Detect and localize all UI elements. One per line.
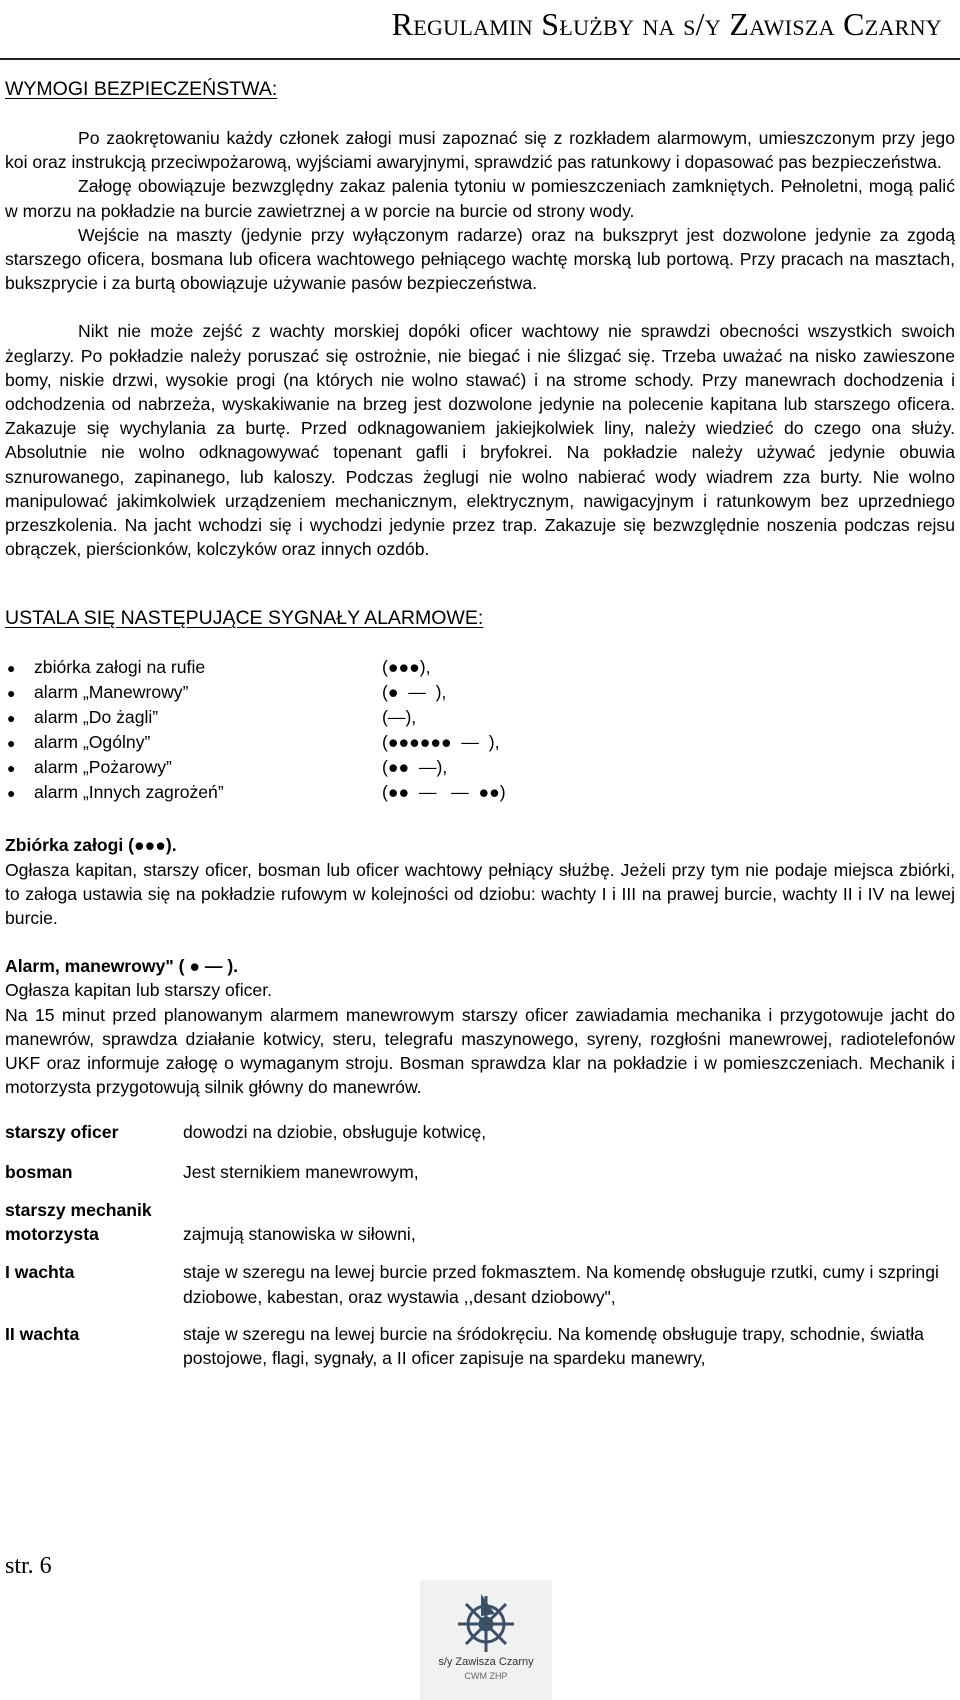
role-name: motorzysta (5, 1224, 99, 1245)
signal-name: zbiórka załogi na rufie (34, 657, 206, 678)
logo-ship-name: s/y Zawisza Czarny (438, 1656, 534, 1668)
section-heading-safety: WYMOGI BEZPIECZEŃSTWA: (5, 78, 278, 100)
signal-code: (●● — — ●●) (382, 782, 506, 803)
list-item (5, 755, 955, 780)
role-row (5, 1120, 955, 1144)
signal-list (5, 655, 955, 805)
list-item (5, 655, 955, 680)
header-rule (0, 58, 960, 60)
paragraph: Wejście na maszty (jedynie przy wyłączonym radarze) oraz na bukszpryt jest dozwolone jedynie za zgodą starszego oficera, bosmana lub oficera wachtowego pełniącego wachtę morską lub portową. Przy pracach na masztach, bukszprycie i za burtą obowiązuje używanie pasów bezpieczeństwa. (5, 224, 955, 294)
bullet-icon: ● (7, 660, 16, 677)
signal-name: alarm „Innych zagrożeń” (34, 782, 224, 803)
section-heading-signals: USTALA SIĘ NASTĘPUJĄCE SYGNAŁY ALARMOWE: (5, 607, 484, 630)
bullet-icon: ● (7, 785, 16, 802)
subsection-title: Alarm, manewrowy" ( ● — ). (5, 956, 239, 977)
role-row (5, 1198, 955, 1222)
paragraph: Nikt nie może zejść z wachty morskiej dopóki oficer wachtowy nie sprawdzi obecności wszystkich swoich żeglarzy. Po pokładzie należy poruszać się ostrożnie, nie biegać i nie ślizgać się. Trzeba uważać na nisko zawieszone bomy, niskie drzwi, wysokie progi (na których nie wolno stawać) i na strome schody. Przy manewrach dochodzenia i odchodzenia od nabrzeża, wyskakiwanie na brzeg jest dozwolone jedynie na polecenie kapitana lub starszego oficera. Zakazuje się wychylania za burtę. Przed odknagowaniem jakiejkolwiek liny, należy wiedzieć do czego ona służy. Absolutnie nie wolno odknagowywać topenant gafli i bryfokrei. Na pokładzie należy używać jedynie obuwia sznurowanego, zapinanego, lub kaloszy. Podczas żeglugi nie wolno nabierać wody wiadrem zza burty. Nie wolno manipulować jakimkolwiek urządzeniem mechanicznym, elektrycznym, nawigacyjnym i ratunkowym bez uprzedniego przeszkolenia. Na jacht wchodzi się i wychodzi jedynie przez trap. Zakazuje się bezwzględnie noszenia podczas rejsu obrączek, pierścionków, kolczyków oraz innych ozdób. (5, 321, 955, 560)
role-row (5, 1322, 955, 1370)
role-name: starszy mechanik (5, 1199, 152, 1220)
role-name: starszy oficer (5, 1122, 119, 1143)
list-item (5, 730, 955, 755)
signal-code: (●●●), (382, 657, 431, 678)
bullet-icon: ● (7, 735, 16, 752)
logo-org: CWM ZHP (464, 1671, 508, 1681)
role-row (5, 1260, 955, 1308)
role-desc: staje w szeregu na lewej burcie na śródokręciu. Na komendę obsługuje trapy, schodnie, światła postojowe, flagi, sygnały, a II oficer zapisuje na spardeku manewry, (183, 1323, 924, 1368)
role-row (5, 1160, 955, 1184)
paragraph: Ogłasza kapitan, starszy oficer, bosman lub oficer wachtowy pełniący służbę. Jeżeli przy tym nie podaje miejsca zbiórki, to załoga ustawia się na pokładzie rufowym w kolejności od dziobu: wachty I i III na prawej burcie, wachty II i IV na lewej burcie. (5, 859, 955, 929)
role-desc: dowodzi na dziobie, obsługuje kotwicę, (183, 1122, 487, 1143)
paragraph: Ogłasza kapitan lub starszy oficer. (5, 980, 272, 1001)
list-item (5, 705, 955, 730)
subsection-title: Zbiórka załogi (●●●). (5, 835, 177, 856)
signal-code: (● — ), (382, 682, 447, 703)
signal-code: (●●●●●● — ), (382, 732, 500, 753)
bullet-icon: ● (7, 685, 16, 702)
role-desc: zajmują stanowiska w siłowni, (183, 1224, 416, 1245)
list-item (5, 680, 955, 705)
signal-name: alarm „Manewrowy” (34, 682, 189, 703)
ship-logo (420, 1580, 552, 1700)
paragraph: Po zaokrętowaniu każdy członek załogi musi zapoznać się z rozkładem alarmowym, umieszczonym przy jego koi oraz instrukcją przeciwpożarową, wyjściami awaryjnymi, sprawdzić pas ratunkowy i dopasować pas bezpieczeństwa. (5, 128, 955, 173)
role-desc: Jest sternikiem manewrowym, (183, 1161, 419, 1182)
role-name: I wachta (5, 1262, 75, 1283)
page-header: Regulamin Służby na s/y Zawisza Czarny (391, 6, 942, 42)
signal-name: alarm „Ogólny” (34, 732, 151, 753)
bullet-icon: ● (7, 760, 16, 777)
signal-code: (●● —), (382, 757, 448, 778)
bullet-icon: ● (7, 710, 16, 727)
paragraph: Załogę obowiązuje bezwzględny zakaz palenia tytoniu w pomieszczeniach zamkniętych. Pełnoletni, mogą palić w morzu na pokładzie na burcie zawietrznej a w porcie na burcie od strony wody. (5, 176, 955, 221)
paragraph: Na 15 minut przed planowanym alarmem manewrowym starszy oficer zawiadamia mechanika i przygotowuje jacht do manewrów, sprawdza działanie kotwicy, steru, telegrafu maszynowego, syreny, rozgłośni manewrowej, radiotelefonów UKF oraz informuje załogę o wymaganym stroju. Bosman sprawdza klar na pokładzie i w pomieszczeniach. Mechanik i motorzysta przygotowują silnik główny do manewrów. (5, 1004, 955, 1098)
signal-name: alarm „Do żagli” (34, 707, 159, 728)
role-name: bosman (5, 1161, 73, 1182)
role-row (5, 1222, 955, 1246)
signal-name: alarm „Pożarowy” (34, 757, 172, 778)
document-body (5, 76, 955, 1370)
ship-wheel-icon (451, 1588, 521, 1654)
page-number: str. 6 (5, 1553, 52, 1579)
role-desc: staje w szeregu na lewej burcie przed fokmasztem. Na komendę obsługuje rzutki, cumy i szpringi dziobowe, kabestan, oraz wystawia ,,desant dziobowy", (183, 1262, 939, 1307)
list-item (5, 780, 955, 805)
role-name: II wachta (5, 1323, 80, 1344)
signal-code: (—), (382, 707, 417, 728)
